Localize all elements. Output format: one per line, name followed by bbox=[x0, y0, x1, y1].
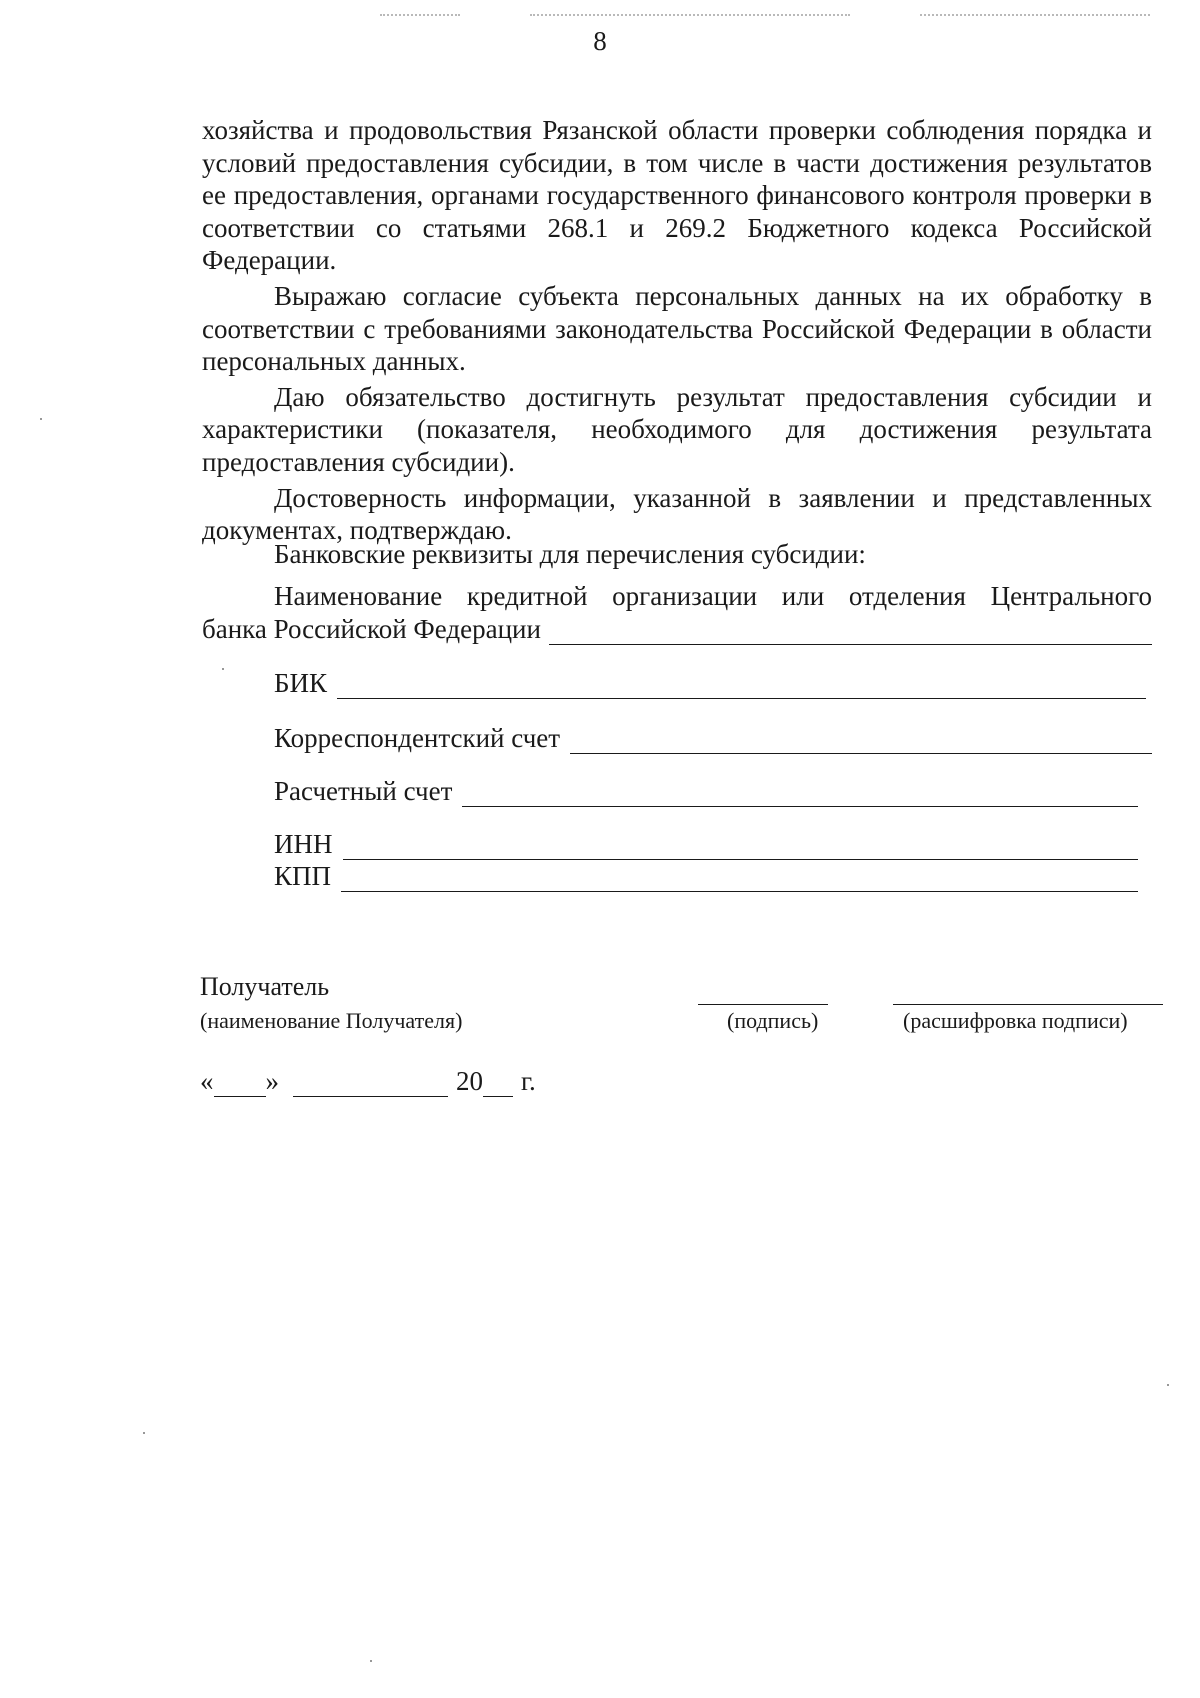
kpp-label: КПП bbox=[274, 861, 332, 891]
date-month-blank[interactable] bbox=[293, 1074, 448, 1097]
scan-speck bbox=[370, 1660, 372, 1662]
bank-name-field bbox=[202, 580, 1152, 645]
bank-name-label: банка Российской Федерации bbox=[202, 613, 541, 644]
date-year-suffix: г. bbox=[521, 1066, 536, 1096]
kpp-input-line[interactable] bbox=[341, 869, 1138, 892]
date-close-quote: » bbox=[265, 1066, 279, 1096]
paragraph-inspection-consent: хозяйства и продовольствия Рязанской области проверки соблюдения порядка и условий предоставления субсидии, в том числе в части достижения результатов ее предоставления, органами государственного финансового контроля проверки в соответствии со статьями 268.1 и 269.2 Бюджетного кодекса Российской Федерации. bbox=[202, 115, 1152, 276]
signature-decoding-caption: (расшифровка подписи) bbox=[903, 1008, 1128, 1033]
signature-line[interactable] bbox=[698, 1004, 828, 1005]
scan-speck bbox=[143, 1432, 145, 1434]
bank-name-label-line1 bbox=[202, 580, 1152, 613]
bik-field bbox=[274, 667, 1146, 699]
bank-name-word: организации bbox=[612, 581, 758, 611]
kpp-field bbox=[274, 860, 1138, 892]
paragraph-personal-data-consent: Выражаю согласие субъекта персональных данных на их обработку в соответствии с требованиями законодательства Российской Федерации в области персональных данных. bbox=[202, 280, 1152, 377]
bank-name-word: Центрального bbox=[990, 581, 1152, 611]
bank-name-word: отделения bbox=[848, 581, 966, 611]
corr-account-label: Корреспондентский счет bbox=[274, 723, 561, 753]
scan-artifact-line bbox=[530, 14, 850, 16]
bik-label: БИК bbox=[274, 668, 328, 698]
bank-details-heading: Банковские реквизиты для перечисления субсидии: bbox=[274, 539, 866, 569]
corr-account-input-line[interactable] bbox=[570, 731, 1152, 754]
bank-name-label-line2 bbox=[202, 613, 1152, 646]
corr-account-field bbox=[274, 722, 1152, 754]
bank-name-word: кредитной bbox=[466, 581, 588, 611]
date-open-quote: « bbox=[200, 1066, 214, 1096]
bank-name-word: или bbox=[781, 581, 825, 611]
bank-name-input-line[interactable] bbox=[549, 622, 1152, 645]
body-text bbox=[202, 114, 1152, 547]
date-year-blank[interactable] bbox=[483, 1074, 513, 1097]
signature-caption: (подпись) bbox=[727, 1008, 819, 1033]
inn-input-line[interactable] bbox=[343, 837, 1139, 860]
paragraph-confirmation: Достоверность информации, указанной в заявлении и представленных документах, подтверждаю. bbox=[202, 482, 1152, 546]
recipient-label: Получатель bbox=[200, 972, 330, 1001]
scan-artifact-line bbox=[380, 14, 460, 16]
page-number: 8 bbox=[593, 26, 607, 56]
bik-input-line[interactable] bbox=[337, 676, 1146, 699]
recipient-caption: (наименование Получателя) bbox=[200, 1008, 463, 1033]
date-line bbox=[200, 1066, 536, 1097]
settlement-account-label: Расчетный счет bbox=[274, 776, 453, 806]
inn-label: ИНН bbox=[274, 829, 333, 859]
scan-artifact-line bbox=[920, 14, 1150, 16]
signature-decoding-line[interactable] bbox=[893, 1004, 1163, 1005]
inn-field bbox=[274, 828, 1138, 860]
settlement-account-field bbox=[274, 775, 1138, 807]
paragraph-obligation: Даю обязательство достигнуть результат предоставления субсидии и характеристики (показателя, необходимого для достижения результата предоставления субсидии). bbox=[202, 381, 1152, 477]
scan-speck bbox=[40, 418, 42, 420]
scan-speck bbox=[1167, 1384, 1169, 1386]
scan-speck bbox=[222, 668, 224, 670]
date-year-prefix: 20 bbox=[456, 1066, 483, 1096]
date-day-blank[interactable] bbox=[214, 1074, 266, 1097]
settlement-account-input-line[interactable] bbox=[462, 784, 1138, 807]
bank-name-word: Наименование bbox=[274, 581, 443, 611]
